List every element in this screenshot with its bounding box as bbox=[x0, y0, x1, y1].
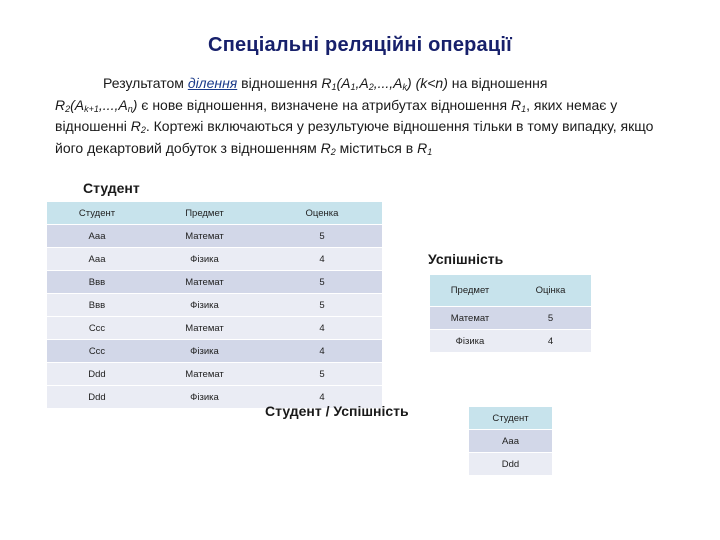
cell: Фізика bbox=[147, 294, 262, 317]
cell: 5 bbox=[262, 271, 382, 294]
column-header: Предмет bbox=[147, 202, 262, 225]
table-row bbox=[47, 248, 382, 271]
table-row bbox=[47, 340, 382, 363]
table-row bbox=[47, 225, 382, 248]
table-header-row bbox=[469, 407, 552, 430]
caption-student: Студент bbox=[83, 180, 140, 196]
cell: Ссс bbox=[47, 317, 147, 340]
cell: Ааа bbox=[47, 225, 147, 248]
cell: Математ bbox=[147, 363, 262, 386]
table-student bbox=[47, 202, 382, 409]
cell: 4 bbox=[510, 330, 591, 353]
table-row bbox=[47, 317, 382, 340]
cell: 5 bbox=[262, 294, 382, 317]
column-header: Студент bbox=[47, 202, 147, 225]
cell: Математ bbox=[147, 225, 262, 248]
cell: 4 bbox=[262, 317, 382, 340]
cell: Ссс bbox=[47, 340, 147, 363]
cell: Математ bbox=[430, 307, 510, 330]
cell: Фізика bbox=[430, 330, 510, 353]
cell: Ввв bbox=[47, 294, 147, 317]
cell: Ddd bbox=[47, 363, 147, 386]
column-header: Предмет bbox=[430, 275, 510, 307]
table-row bbox=[47, 294, 382, 317]
column-header: Оценка bbox=[262, 202, 382, 225]
cell: 5 bbox=[262, 363, 382, 386]
cell: Ааа bbox=[47, 248, 147, 271]
cell: Ввв bbox=[47, 271, 147, 294]
cell: 4 bbox=[262, 340, 382, 363]
cell: Фізика bbox=[147, 386, 262, 409]
table-result bbox=[469, 407, 552, 476]
cell: 4 bbox=[262, 248, 382, 271]
column-header: Оцінка bbox=[510, 275, 591, 307]
cell: 5 bbox=[510, 307, 591, 330]
cell: Фізика bbox=[147, 248, 262, 271]
table-success bbox=[430, 275, 591, 353]
table-row bbox=[47, 363, 382, 386]
table-header-row bbox=[47, 202, 382, 225]
cell: Математ bbox=[147, 271, 262, 294]
definition-paragraph: Результатом ділення відношення $R_1(A_1,A_2,...,A_k)$ (k<n) на відношення $R_2(A_{k+1},...,A_n)$ є нове відношення, визначене на атрибутах відношення $R_1$, яких немає у відношенні $R_2$. Кортежі включаються у результуюче відношення тільки в тому випадку, якщо його декартовий добуток з відношенням $R_2$ міститься в $R_1$ bbox=[55, 75, 654, 157]
slide-title: Спеціальні реляційні операції bbox=[208, 34, 512, 56]
column-header: Студент bbox=[469, 407, 552, 430]
table-row bbox=[469, 453, 552, 476]
cell: 5 bbox=[262, 225, 382, 248]
table-row bbox=[430, 307, 591, 330]
caption-result: Студент / Успішність bbox=[265, 403, 409, 419]
cell: 4 bbox=[262, 386, 382, 409]
cell: Математ bbox=[147, 317, 262, 340]
table-row bbox=[430, 330, 591, 353]
table-row bbox=[469, 430, 552, 453]
cell: Фізика bbox=[147, 340, 262, 363]
table-row bbox=[47, 271, 382, 294]
caption-success: Успішність bbox=[428, 251, 504, 267]
cell: Ddd bbox=[469, 453, 552, 476]
table-header-row bbox=[430, 275, 591, 307]
cell: Ddd bbox=[47, 386, 147, 409]
cell: Ааа bbox=[469, 430, 552, 453]
term-division: ділення bbox=[187, 75, 238, 91]
